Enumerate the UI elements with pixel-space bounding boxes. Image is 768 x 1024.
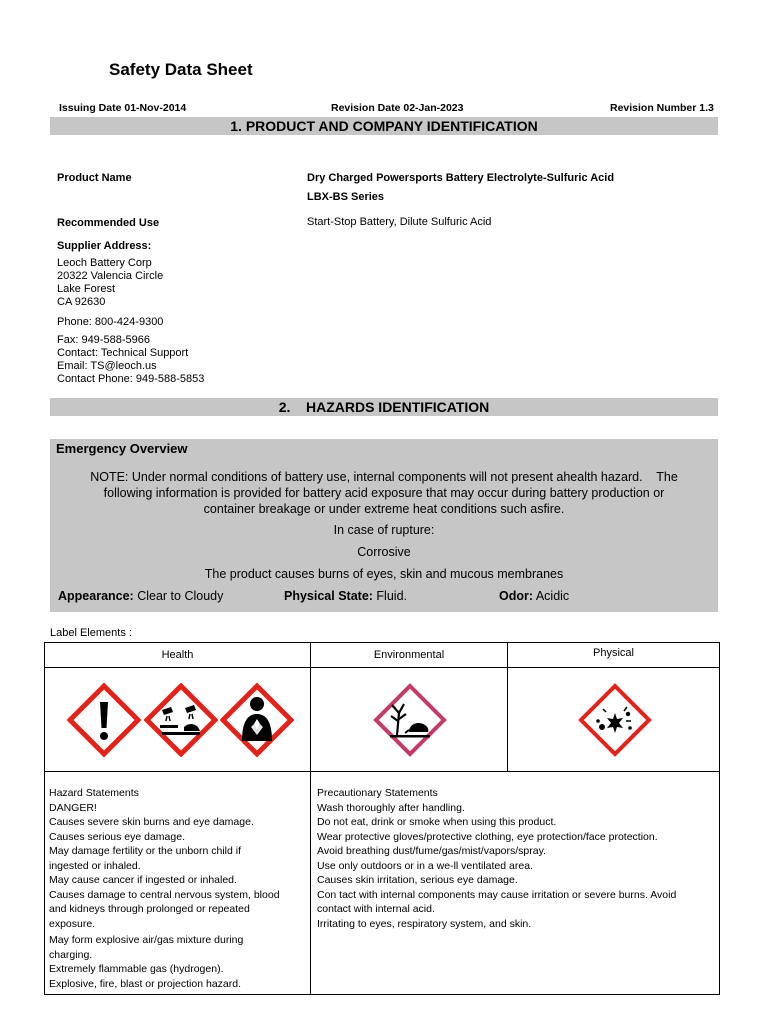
section-2-title: 2. HAZARDS IDENTIFICATION: [278, 399, 490, 415]
supplier-contact-block: [57, 334, 204, 386]
health-pictograms: [45, 668, 311, 772]
physical-state-label: Physical State:: [284, 589, 373, 603]
precautionary-statement-line: Wear protective gloves/protective clothing, eye protection/face protection.: [317, 830, 658, 843]
rupture-text: In case of rupture:: [333, 523, 435, 537]
burns-text: The product causes burns of eyes, skin and mucous membranes: [204, 567, 564, 581]
precautionary-statement-line: Wash thoroughly after handling.: [317, 801, 465, 814]
revision-number: Revision Number 1.3: [610, 102, 714, 114]
precautionary-statements: [311, 772, 720, 995]
supplier-address-label: Supplier Address:: [57, 240, 152, 252]
hazard-statement-line: and kidneys through prolonged or repeated: [49, 903, 250, 915]
supplier-contact: Contact: Technical Support: [57, 347, 189, 359]
precautionary-statement-line: Causes skin irritation, serious eye damage.: [317, 874, 518, 886]
corrosion-icon: [144, 683, 218, 757]
recommended-use-label: Recommended Use: [57, 217, 160, 229]
environmental-pictograms: [311, 668, 508, 772]
appearance-label: Appearance:: [58, 589, 134, 603]
odor-value: Acidic: [535, 589, 570, 603]
supplier-line: CA 92630: [57, 296, 106, 308]
hazard-statement-line: May damage fertility or the unborn child if: [49, 845, 242, 857]
health-hazard-icon: [220, 683, 294, 757]
supplier-phone: Phone: 800-424-9300: [57, 316, 164, 328]
odor: [499, 589, 569, 603]
issuing-date: Issuing Date 01-Nov-2014: [59, 102, 187, 114]
hazard-statement-line: charging.: [49, 948, 93, 961]
hazard-statement-line: DANGER!: [49, 801, 97, 814]
precautionary-statement-line: Precautionary Statements: [317, 787, 438, 799]
product-name-value: Dry Charged Powersports Battery Electrolyte-Sulfuric Acid: [307, 172, 615, 184]
emergency-overview: [50, 439, 718, 612]
section-1-title: 1. PRODUCT AND COMPANY IDENTIFICATION: [230, 118, 538, 134]
emergency-note: [50, 469, 718, 517]
supplier-email: Email: TS@leoch.us: [57, 360, 157, 372]
odor-label: Odor:: [499, 589, 534, 603]
recommended-use-value: Start-Stop Battery, Dilute Sulfuric Acid: [307, 216, 492, 228]
precautionary-statement-line: Con tact with internal components may cause irritation or severe burns. Avoid: [317, 888, 677, 901]
label-elements-table: [44, 642, 720, 995]
note-line: container breakage or under extreme heat conditions such asfire.: [203, 502, 565, 516]
product-name-label: Product Name: [57, 172, 132, 184]
precautionary-statement-line: Do not eat, drink or smoke when using this product.: [317, 816, 557, 828]
exclamation-mark-icon: [67, 683, 141, 757]
hazard-statement-line: Extremely flammable gas (hydrogen).: [49, 963, 224, 975]
hazard-statement-line: ingested or inhaled.: [49, 859, 141, 872]
hazard-statements: [45, 772, 311, 995]
note-line: NOTE: Under normal conditions of battery use, internal components will not present ahealth hazard. The: [90, 470, 678, 484]
physical-column-header: Physical: [508, 643, 720, 668]
precautionary-statement-line: Irritating to eyes, respiratory system, and skin.: [317, 917, 532, 930]
supplier-line: Lake Forest: [57, 283, 116, 295]
hazard-statement-line: May form explosive air/gas mixture during: [49, 934, 244, 946]
hazard-statement-line: Causes severe skin burns and eye damage.: [49, 816, 254, 828]
supplier-contact-phone: Contact Phone: 949-588-5853: [57, 373, 205, 385]
hazard-statement-line: exposure.: [49, 917, 96, 930]
corrosive-text: Corrosive: [357, 545, 411, 559]
precautionary-statement-line: contact with internal acid.: [317, 903, 435, 915]
product-series: LBX-BS Series: [307, 191, 385, 203]
supplier-line: Leoch Battery Corp: [57, 257, 152, 269]
note-line: following information is provided for battery acid exposure that may occur during battery production or: [103, 486, 665, 500]
physical-pictograms: [508, 668, 720, 772]
hazard-statement-line: May cause cancer if ingested or inhaled.: [49, 874, 237, 886]
hazard-statement-line: Causes damage to central nervous system, blood: [49, 888, 280, 901]
emergency-overview-title: Emergency Overview: [56, 441, 188, 456]
health-column-header: Health: [45, 643, 311, 668]
revision-date: Revision Date 02-Jan-2023: [331, 102, 464, 114]
physical-state-value: Fluid.: [376, 589, 407, 603]
appearance: [58, 589, 223, 603]
label-elements-title: Label Elements :: [50, 627, 132, 639]
precautionary-statement-line: Use only outdoors or in a we-ll ventilated area.: [317, 859, 533, 872]
explosive-icon: [578, 683, 652, 757]
environment-icon: [373, 683, 447, 757]
section-2-header: [50, 398, 718, 416]
environmental-column-header: Environmental: [311, 643, 508, 668]
appearance-value: Clear to Cloudy: [137, 589, 224, 603]
supplier-address: [57, 257, 163, 309]
document-title: Safety Data Sheet: [109, 60, 253, 79]
hazard-statement-line: Explosive, fire, blast or projection hazard.: [49, 977, 242, 990]
supplier-fax: Fax: 949-588-5966: [57, 334, 150, 346]
supplier-line: 20322 Valencia Circle: [57, 270, 164, 282]
hazard-statement-line: Causes serious eye damage.: [49, 830, 185, 843]
hazard-statement-line: Hazard Statements: [49, 787, 139, 799]
physical-state: [284, 589, 407, 603]
section-1-header: [50, 117, 718, 135]
precautionary-statement-line: Avoid breathing dust/fume/gas/mist/vapors/spray.: [317, 845, 546, 857]
